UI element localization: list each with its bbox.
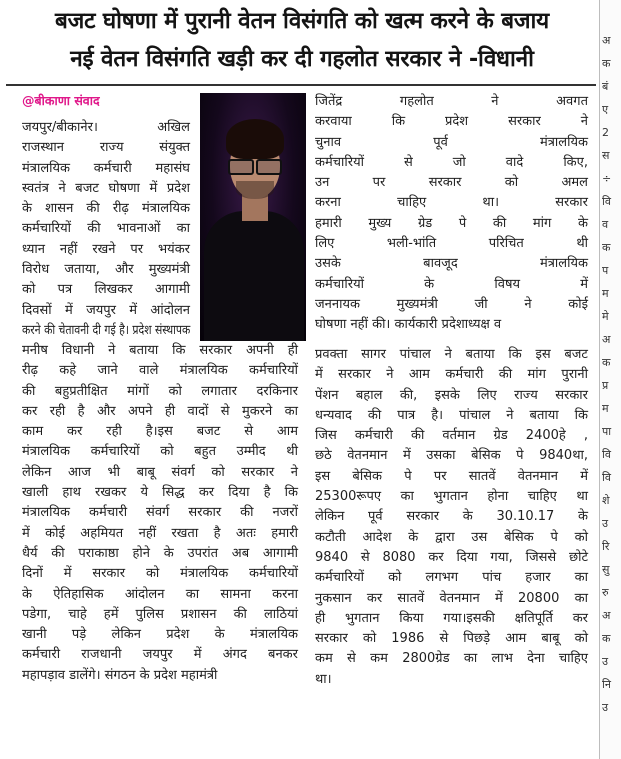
strip-fragment: अ	[602, 34, 611, 47]
headline-line-2: नई वेतन विसंगति खड़ी कर दी गहलोत सरकार ने -विधानी	[70, 46, 534, 72]
text-line: जयपुर/बीकानेर। अखिल	[22, 120, 190, 135]
portrait-photo	[200, 93, 306, 341]
strip-fragment: व	[602, 218, 609, 231]
strip-fragment: पा	[602, 425, 612, 438]
strip-fragment: उ	[602, 655, 609, 668]
text-line: घोषणा नहीं की। कार्यकारी प्रदेशाध्यक्ष व	[315, 317, 502, 333]
text-line: को पत्र लिखकर आगामी	[22, 282, 190, 298]
headline-line-1: बजट घोषणा में पुरानी वेतन विसंगति को खत्म करने के बजाय	[54, 8, 550, 34]
strip-fragment: उ	[602, 517, 609, 530]
article-column-left-bottom	[22, 341, 298, 686]
text-line: दिनों में सरकार को मंत्रालयिक कर्मचारियों	[22, 566, 298, 582]
text-line: कर्मचारियों की भावनाओं का	[22, 221, 190, 237]
text-line: ध्यान नहीं रखने पर भयंकर	[22, 241, 190, 257]
article-column-right-bottom	[315, 345, 588, 690]
strip-fragment: प्र	[602, 379, 609, 392]
text-line: कर्मचारियों से जो वादे किए,	[315, 154, 588, 170]
text-line: कम से कम 2800ग्रेड का लाभ देना चाहिए	[315, 651, 588, 667]
text-line: काम कर रही है।इस बजट से आम	[22, 424, 298, 440]
text-line: कर्मचारियों के विषय में	[315, 276, 588, 292]
text-line: मंत्रालयिक कर्मचारी महासंघ	[22, 160, 190, 176]
strip-fragment: ÷	[602, 172, 612, 185]
text-line: 25300रूपए का भुगतान होना चाहिए था	[315, 489, 588, 505]
text-line: प्रवक्ता सागर पांचाल ने बताया कि इस बजट	[315, 347, 588, 362]
strip-fragment: क	[602, 241, 611, 254]
strip-fragment: वि	[602, 471, 611, 484]
strip-fragment: नि	[602, 678, 611, 691]
text-line: ही भुगतान किया गया।इसकी क्षतिपूर्ति कर	[315, 610, 588, 626]
strip-fragment: मे	[602, 310, 609, 323]
text-line: मंत्रालयिक कर्मचारी संवर्ग सरकार की नजरों	[22, 505, 298, 521]
article-column-right-top	[315, 92, 588, 336]
text-line: धन्यवाद की पात्र है। पांचाल ने बताया कि	[315, 407, 588, 423]
text-line: लिए भली-भांति परिचित थी	[315, 236, 588, 252]
text-line: जिस कर्मचारी की वर्तमान ग्रेड 2400हे ,	[315, 428, 588, 444]
adjacent-article-strip	[599, 0, 621, 759]
text-line: कर्मचारियों को लगभग पांच हजार का	[315, 570, 588, 586]
text-line: उसके बावजूद मंत्रालयिक	[315, 256, 588, 272]
strip-fragment: अ	[602, 333, 611, 346]
strip-fragment: ए	[602, 103, 609, 116]
text-line: के ऐतिहासिक आंदोलन का सामना करना	[22, 586, 298, 602]
text-line: पडेगा, चाहे हमें पुलिस प्रशासन की लाठियां	[22, 606, 298, 622]
text-line: विरोध जताया, और मुख्यमंत्री	[22, 262, 190, 278]
strip-fragment: वि	[602, 448, 611, 461]
text-line: कर्मचारी राजधानी जयपुर में अंगद बनकर	[22, 647, 298, 663]
text-line: जितेंद्र गहलोत ने अवगत	[315, 94, 588, 109]
text-line: कर रही है और अपने ही वादों से मुकरने का	[22, 403, 298, 419]
text-line: लेकिन पूर्व सरकार के 30.10.17 के	[315, 509, 588, 525]
text-line: लेकिन आज भी बाबू संवर्ग को सरकार ने	[22, 464, 298, 480]
strip-fragment: रु	[602, 586, 609, 599]
text-line: हमारी मुख्य ग्रेड पे की मांग के	[315, 215, 588, 231]
text-line: राजस्थान राज्य संयुक्त	[22, 140, 190, 156]
strip-fragment: म	[602, 287, 609, 300]
text-line: छठे वेतनमान में उसका बेसिक पे 9840था,	[315, 448, 588, 464]
strip-fragment: बं	[602, 80, 609, 93]
text-line: जननायक मुख्यमंत्री जी ने कोई	[315, 296, 588, 312]
strip-fragment: अ	[602, 609, 611, 622]
strip-fragment: सु	[602, 563, 610, 576]
text-line: कटौती आदेश के द्वारा उस बेसिक पे को	[315, 529, 588, 545]
strip-fragment: रि	[602, 540, 610, 553]
strip-fragment: क	[602, 57, 611, 70]
text-line: महापड़ाव डालेंगे। संगठन के प्रदेश महामंत्री	[22, 667, 218, 683]
text-line: पेंशन बहाल की, इसके लिए राज्य सरकार	[315, 387, 588, 403]
text-line: धैर्य की पराकाष्ठा होने के उपरांत अब आगामी	[22, 545, 298, 561]
strip-fragment: शे	[602, 494, 610, 507]
strip-fragment: 2	[602, 126, 609, 139]
text-line: करने की चेतावनी दी गई है। प्रदेश संस्थापक	[22, 322, 191, 338]
headline	[8, 2, 596, 78]
text-line: रीढ़ कहे जाने वाले मंत्रालयिक कर्मचारियों	[22, 363, 298, 379]
strip-fragment: प	[602, 264, 609, 277]
text-line: इस बेसिक पे पर सातवें वेतनमान में	[315, 468, 588, 484]
strip-fragment: स	[602, 149, 610, 162]
strip-fragment: वि	[602, 195, 611, 208]
text-line: उन पर सरकार को अमल	[315, 175, 588, 191]
text-line: मनीष विधानी ने बताया कि सरकार अपनी ही	[22, 343, 298, 358]
article-column-left-top	[22, 118, 190, 341]
strip-fragment: म	[602, 402, 609, 415]
text-line: सरकार को 1986 से पिछड़े आम बाबू को	[315, 631, 588, 647]
strip-fragment: क	[602, 632, 611, 645]
text-line: के शासन की रीढ़ मंत्रालयिक	[22, 201, 190, 217]
text-line: करना चाहिए था। सरकार	[315, 195, 588, 211]
byline: @बीकाणा संवाद	[22, 93, 100, 108]
strip-fragment: उ	[602, 701, 609, 714]
text-line: मंत्रालयिक कर्मचारियों को बहुत उम्मीद थी	[22, 444, 298, 460]
text-line: में कोई अहमियत नहीं रखता है अतः हमारी	[22, 525, 298, 541]
text-line: करवाया कि प्रदेश सरकार ने	[315, 114, 588, 130]
text-line: खानी पड़े लेकिन प्रदेश के मंत्रालयिक	[22, 627, 298, 643]
text-line: चुनाव पूर्व मंत्रालयिक	[315, 134, 588, 150]
text-line: नुकसान कर सातवें वेतनमान में 20800 का	[315, 590, 588, 606]
text-line: की बहुप्रतीक्षित मांगों को लगातार दरकिनार	[22, 383, 298, 399]
text-line: खाली हाथ रखकर ये सिद्ध कर दिया है कि	[22, 485, 298, 501]
text-line: स्वतंत्र ने बजट घोषणा में प्रदेश	[22, 180, 190, 196]
text-line: था।	[315, 671, 332, 687]
headline-divider	[6, 84, 596, 86]
text-line: 9840 से 8080 कर दिया गया, जिससे छोटे	[315, 549, 588, 565]
strip-fragment: क	[602, 356, 611, 369]
text-line: दिवसों में जयपुर में आंदोलन	[22, 302, 190, 318]
text-line: में सरकार ने आम कर्मचारी की मांग पुरानी	[315, 367, 588, 383]
